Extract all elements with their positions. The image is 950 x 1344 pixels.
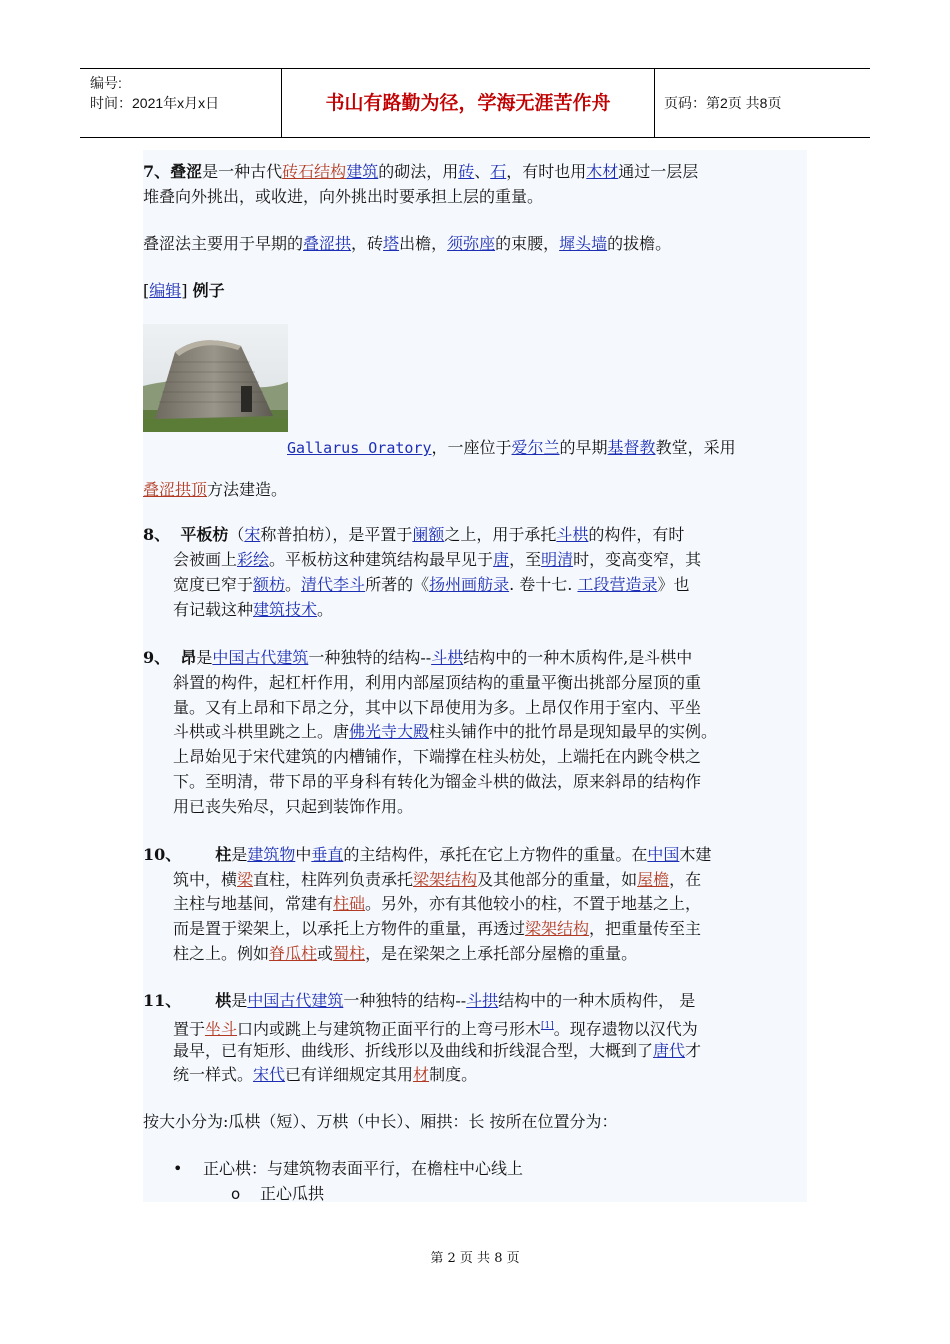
link-china[interactable]: 中国 (647, 845, 680, 864)
s7-term: 叠涩 (170, 162, 203, 181)
link-dougong[interactable]: 斗拱 (466, 991, 499, 1010)
link-gallarus-oratory[interactable]: Gallarus Oratory (287, 439, 432, 457)
text: . 卷十七. (509, 575, 578, 594)
size-classification: 按大小分为:瓜栱（短）、万栱（中长）、厢拱：长 按所在位置分为： (143, 1112, 618, 1131)
text: ，把重量传至主 (589, 919, 702, 938)
section-heading (143, 279, 225, 304)
text: 柱头铺作中的批竹昂是现知最早的实例。 (429, 722, 718, 741)
s8-line1 (143, 523, 684, 548)
text: 一种独特的结构-- (308, 648, 432, 667)
text: 宽度已窄于 (173, 575, 254, 594)
link-e-fang[interactable]: 额枋 (253, 575, 286, 594)
s7-line2: 堆叠向外挑出，或收进，向外挑出时要承担上层的重量。 (143, 187, 544, 206)
s11-number: 11、 (143, 991, 182, 1010)
text: 柱之上。例如 (173, 944, 270, 963)
link-timber[interactable]: 木材 (586, 162, 619, 181)
text: 直柱，柱阵列负责承托 (253, 870, 414, 889)
s9-line2: 斜置的构件，起杠杆作用，利用内部屋顶结构的重量平衡出挑部分屋顶的重 (173, 673, 702, 692)
text: 是 (196, 648, 213, 667)
text: 时，变高变窄，其 (573, 550, 702, 569)
text: 教堂，采用 (655, 438, 736, 457)
text: ，有时也用 (506, 162, 587, 181)
s8-term: 平板枋 (180, 525, 229, 544)
link-brick-stone-structure[interactable]: 砖石结构 (282, 162, 347, 181)
text: 所著的《 (365, 575, 430, 594)
text: 。 (317, 600, 334, 619)
link-beam-frame-2[interactable]: 梁架结构 (525, 919, 590, 938)
s9-line5: 上昂始见于宋代建筑的内槽铺作，下端撑在柱头枋处，上端托在内跳令栱之 (173, 747, 702, 766)
sub-list-bullet: o (231, 1185, 241, 1203)
link-song-dynasty[interactable]: 宋代 (253, 1065, 286, 1084)
link-chitou-wall[interactable]: 墀头墙 (559, 234, 608, 253)
text: 统一样式。 (173, 1065, 254, 1084)
text: 制度。 (429, 1065, 478, 1084)
text: 出檐， (399, 234, 448, 253)
text: 的构件，有时 (588, 525, 685, 544)
oratory-image (143, 324, 288, 432)
s7-line1 (143, 160, 698, 185)
link-pagoda[interactable]: 塔 (383, 234, 400, 253)
text: 称普拍枋），是平置于 (260, 525, 413, 544)
text: 的拔檐。 (607, 234, 672, 253)
link-building[interactable]: 建筑物 (247, 845, 296, 864)
page-header (80, 68, 870, 138)
link-li-dou[interactable]: 清代李斗 (301, 575, 366, 594)
s10-term: 柱 (215, 845, 232, 864)
text: 。 (285, 575, 302, 594)
bracket: [ (143, 281, 150, 300)
link-building-technique[interactable]: 建筑技术 (253, 600, 318, 619)
text: 的束腰， (495, 234, 560, 253)
link-vertical[interactable]: 垂直 (311, 845, 344, 864)
link-zuo-dou[interactable]: 坐斗 (205, 1019, 238, 1039)
text: 结构中的一种木质构件， 是 (498, 991, 696, 1010)
text: 已有详细规定其用 (285, 1065, 414, 1084)
caption-line2 (143, 478, 287, 503)
s9-number: 9、 (143, 648, 171, 667)
link-ireland[interactable]: 爱尔兰 (511, 438, 560, 457)
text: 叠涩法主要用于早期的 (143, 234, 304, 253)
text: 木建 (679, 845, 712, 864)
link-beam-frame[interactable]: 梁架结构 (413, 870, 478, 889)
text: 、 (474, 162, 491, 181)
link-sumeru-base[interactable]: 须弥座 (447, 234, 496, 253)
link-foguang-temple[interactable]: 佛光寺大殿 (349, 722, 430, 741)
s11-line4 (173, 1063, 477, 1088)
list-item-zhengxin-gong: 正心栱：与建筑物表面平行，在檐柱中心线上 (203, 1159, 524, 1178)
text: 中 (295, 845, 312, 864)
text: 》也 (657, 575, 690, 594)
link-eaves[interactable]: 屋檐 (637, 870, 670, 889)
link-lan-e[interactable]: 阑额 (412, 525, 445, 544)
text: 方法建造。 (207, 480, 288, 499)
text: 而是置于梁架上，以承托上方物件的重量，再透过 (173, 919, 526, 938)
s10-line2 (173, 868, 701, 893)
text: 置于 (173, 1019, 206, 1039)
s10-number: 10、 (143, 845, 182, 864)
link-christianity[interactable]: 基督教 (607, 438, 656, 457)
link-dougong[interactable]: 斗栱 (431, 648, 464, 667)
p2-line (143, 232, 671, 257)
section-title: 例子 (192, 281, 225, 300)
text: ，在 (669, 870, 702, 889)
text: 的砌法，用 (378, 162, 459, 181)
s7-number: 7、 (143, 162, 171, 181)
s10-line4 (173, 917, 701, 942)
text: 结构中的一种木质构件,是斗栱中 (463, 648, 693, 667)
s8-number: 8、 (143, 525, 171, 544)
link-tang[interactable]: 唐 (493, 550, 510, 569)
link-brick[interactable]: 砖 (458, 162, 475, 181)
link-ming-qing[interactable]: 明清 (541, 550, 574, 569)
link-gongduan-yingzao-lu[interactable]: 工段营造录 (577, 575, 658, 594)
s8-line2 (173, 548, 701, 573)
s10-line3 (173, 892, 701, 917)
link-architecture[interactable]: 建筑 (346, 162, 379, 181)
s11-term: 栱 (215, 991, 232, 1010)
text: ，至 (509, 550, 542, 569)
text: 会被画上 (173, 550, 238, 569)
link-tang-dynasty[interactable]: 唐代 (653, 1041, 686, 1060)
bracket: ] (181, 281, 188, 300)
text: 才 (685, 1041, 702, 1060)
link-ridge-post[interactable]: 脊瓜柱 (269, 944, 318, 963)
link-chinese-ancient-architecture[interactable]: 中国古代建筑 (247, 991, 344, 1010)
header-meta (80, 69, 282, 137)
page-footer: 第 2 页 共 8 页 (430, 1251, 520, 1266)
text: 一种独特的结构-- (343, 991, 467, 1010)
text: 最早，已有矩形、曲线形、折线形以及曲线和折线混合型，大概到了 (173, 1041, 654, 1060)
text: 是 (231, 991, 248, 1010)
text: 斗栱或斗栱里跳之上。唐 (173, 722, 350, 741)
link-song[interactable]: 宋 (244, 525, 261, 544)
s10-line5 (173, 942, 637, 967)
link-beam[interactable]: 梁 (237, 870, 254, 889)
text: 是 (231, 845, 248, 864)
sub-list-item: 正心瓜拱 (260, 1184, 325, 1203)
link-yangzhou-huafang-lu[interactable]: 扬州画舫录 (429, 575, 510, 594)
gallarus-oratory-photo (143, 324, 288, 432)
text: 或 (317, 944, 334, 963)
text: ，是在梁架之上承托部分屋檐的重量。 (365, 944, 638, 963)
number-label: 编号: (90, 75, 122, 91)
text: 及其他部分的重量，如 (477, 870, 638, 889)
text: 口内或跳上与建筑物正面平行的上弯弓形木 (237, 1019, 542, 1039)
link-chinese-ancient-architecture[interactable]: 中国古代建筑 (212, 648, 309, 667)
text: 的主结构件，承托在它上方物件的重量。在 (343, 845, 648, 864)
s9-line6: 下。至明清，带下昂的平身科有转化为镏金斗栱的做法，原来斜昂的结构作 (173, 772, 702, 791)
list-bullet: • (173, 1159, 183, 1178)
link-stone[interactable]: 石 (490, 162, 507, 181)
text: 。平板枋这种建筑结构最早见于 (269, 550, 494, 569)
s9-term: 昂 (180, 648, 197, 667)
link-shu-post[interactable]: 蜀柱 (333, 944, 366, 963)
s9-line3: 量。又有上昂和下昂之分，其中以下昂使用为多。上昂仅作用于室内、平坐 (173, 698, 702, 717)
link-corbel-arch[interactable]: 叠涩拱 (303, 234, 352, 253)
text: 通过一层层 (618, 162, 699, 181)
text: 。现存遗物以汉代为 (553, 1019, 698, 1039)
caption-line1 (287, 436, 736, 461)
s8-line3 (173, 573, 689, 598)
edit-link[interactable]: 编辑 (149, 281, 182, 300)
header-page-info: 页码：第2页 共8页 (664, 95, 782, 111)
text: ，砖 (351, 234, 384, 253)
link-dougong[interactable]: 斗栱 (556, 525, 589, 544)
s11-line1 (143, 989, 695, 1014)
text: 之上，用于承托 (444, 525, 557, 544)
text: 主柱与地基间，常建有 (173, 894, 334, 913)
s10-line1 (143, 843, 711, 868)
text: （ (228, 525, 245, 544)
link-corbel-vault[interactable]: 叠涩拱顶 (143, 480, 208, 499)
text: 的早期 (559, 438, 608, 457)
date-label: 时间：2021年x月x日 (90, 95, 220, 111)
s8-line4 (173, 598, 333, 623)
link-cai[interactable]: 材 (413, 1065, 430, 1084)
s11-line2 (173, 1014, 698, 1042)
reference-link[interactable]: [1] (541, 1021, 554, 1031)
text: 有记载这种 (173, 600, 254, 619)
header-motto: 书山有路勤为径，学海无涯苦作舟 (282, 69, 655, 137)
s9-line7: 用已丧失殆尽，只起到装饰作用。 (173, 797, 414, 816)
s9-line1 (143, 646, 692, 671)
text: 是一种古代 (202, 162, 283, 181)
link-column-base[interactable]: 柱础 (333, 894, 366, 913)
s11-line3 (173, 1039, 701, 1064)
text: 筑中，横 (173, 870, 238, 889)
text: 。另外，亦有其他较小的柱，不置于地基之上， (365, 894, 702, 913)
link-caihui[interactable]: 彩绘 (237, 550, 270, 569)
text: ，一座位于 (431, 438, 512, 457)
s9-line4 (173, 720, 717, 745)
